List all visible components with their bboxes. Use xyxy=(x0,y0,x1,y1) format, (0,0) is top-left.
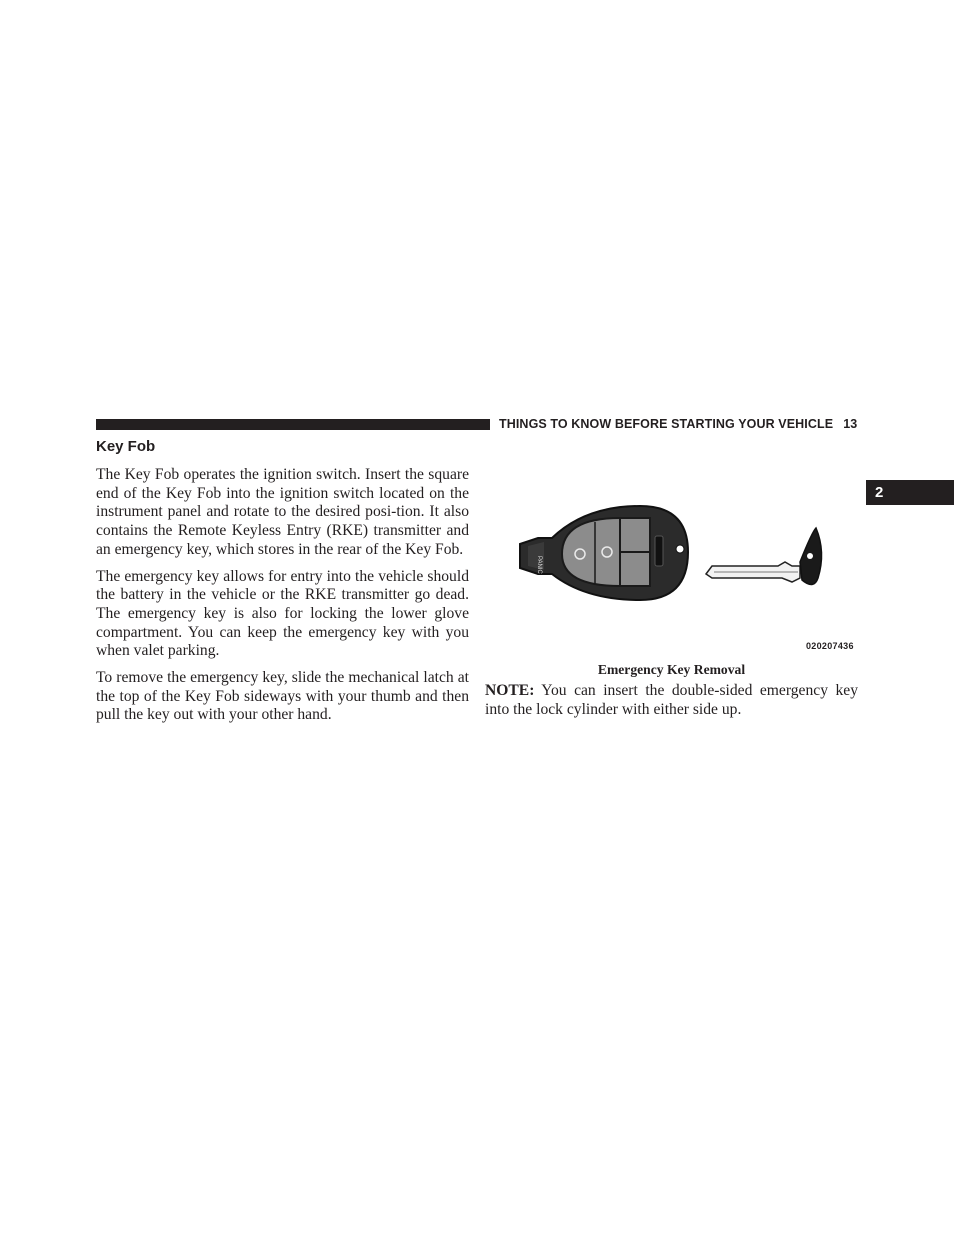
figure-caption: Emergency Key Removal xyxy=(597,662,746,677)
header-section-title: THINGS TO KNOW BEFORE STARTING YOUR VEHICLE xyxy=(499,417,834,431)
fob-panic-label: PANIC xyxy=(536,556,542,574)
emergency-key-icon xyxy=(706,528,822,585)
section-heading: Key Fob xyxy=(96,438,156,455)
page-number: 13 xyxy=(843,417,858,431)
running-header xyxy=(499,417,857,431)
note-text: You can insert the double-sided emergency key into the lock cylinder with either side up. xyxy=(485,682,858,718)
key-fob-icon xyxy=(520,506,688,600)
body-column-left xyxy=(96,466,469,733)
note-label: NOTE: xyxy=(485,682,535,699)
chapter-tab: 2 xyxy=(866,480,954,505)
paragraph: The Key Fob operates the ignition switch. Insert the square end of the Key Fob into the ignition switch located on the instrument panel and rotate to the desired posi-tion. It also contains the Remote Keyless Entry (RKE) transmitter and an emergency key, which stores in the rear of the Key Fob. xyxy=(96,466,469,558)
note xyxy=(485,682,858,719)
figure-code: 020207436 xyxy=(806,641,854,651)
paragraph: The emergency key allows for entry into the vehicle should the battery in the vehicle or the RKE transmitter go dead. The emergency key is also for locking the lower glove compartment. You can keep the emergency key with you when valet parking. xyxy=(96,567,469,660)
key-fob-illustration xyxy=(500,466,860,656)
paragraph: To remove the emergency key, slide the mechanical latch at the top of the Key Fob sideways with your thumb and then pull the key out with your other hand. xyxy=(96,669,469,724)
header-rule xyxy=(96,419,490,430)
